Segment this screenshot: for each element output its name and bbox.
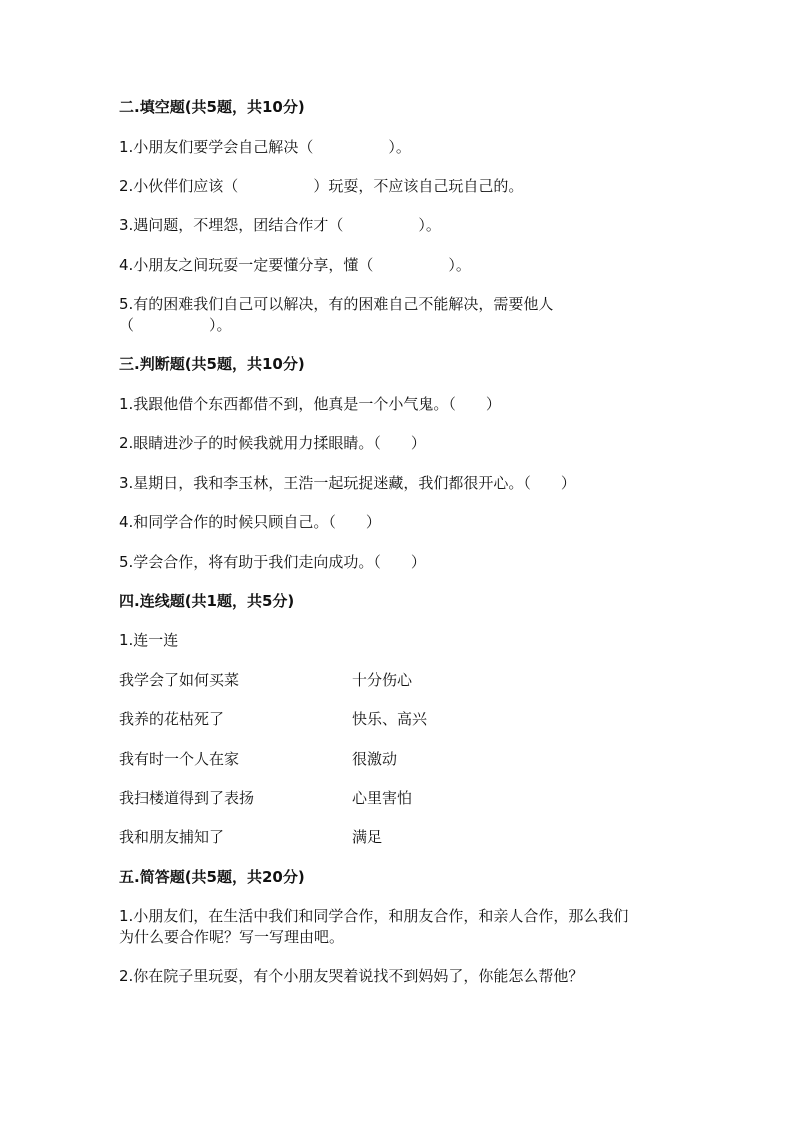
match-left-item: 我和朋友捕知了 xyxy=(119,828,225,846)
match-right-item: 很激动 xyxy=(352,750,398,768)
judge-question-2: 2.眼睛进沙子的时候我就用力揉眼睛。（ ） xyxy=(119,434,426,452)
short-question-2: 2.你在院子里玩耍，有个小朋友哭着说找不到妈妈了，你能怎么帮他？ xyxy=(119,967,584,985)
match-left-item: 我学会了如何买菜 xyxy=(119,671,240,689)
match-left-item: 我有时一个人在家 xyxy=(119,750,240,768)
judge-question-1: 1.我跟他借个东西都借不到，他真是一个小气鬼。（ ） xyxy=(119,395,501,413)
section-heading-fill: 二.填空题(共5题，共10分) xyxy=(119,98,305,116)
fill-question-3: 3.遇问题，不埋怨，团结合作才（ ）。 xyxy=(119,216,441,234)
fill-question-1: 1.小朋友们要学会自己解决（ ）。 xyxy=(119,138,411,156)
section-heading-match: 四.连线题(共1题，共5分) xyxy=(119,592,295,610)
judge-question-4: 4.和同学合作的时候只顾自己。（ ） xyxy=(119,513,381,531)
match-right-item: 十分伤心 xyxy=(352,671,413,689)
fill-question-5-line-2: （ ）。 xyxy=(119,316,232,334)
match-right-item: 快乐、高兴 xyxy=(352,710,428,728)
judge-question-3: 3.星期日，我和李玉林，王浩一起玩捉迷藏，我们都很开心。（ ） xyxy=(119,474,576,492)
section-heading-judge: 三.判断题(共5题，共10分) xyxy=(119,355,305,373)
fill-question-2: 2.小伙伴们应该（ ）玩耍，不应该自己玩自己的。 xyxy=(119,177,524,195)
match-left-item: 我养的花枯死了 xyxy=(119,710,225,728)
match-question-1: 1.连一连 xyxy=(119,631,179,649)
judge-question-5: 5.学会合作，将有助于我们走向成功。（ ） xyxy=(119,553,426,571)
match-left-item: 我扫楼道得到了表扬 xyxy=(119,789,255,807)
match-right-item: 心里害怕 xyxy=(352,789,413,807)
match-right-item: 满足 xyxy=(352,828,383,846)
short-question-1-line-1: 1.小朋友们，在生活中我们和同学合作，和朋友合作，和亲人合作，那么我们 xyxy=(119,907,629,925)
fill-question-5-line-1: 5.有的困难我们自己可以解决，有的困难自己不能解决，需要他人 xyxy=(119,295,554,313)
section-heading-short: 五.简答题(共5题，共20分) xyxy=(119,868,305,886)
short-question-1-line-2: 为什么要合作呢？写一写理由吧。 xyxy=(119,928,345,946)
fill-question-4: 4.小朋友之间玩耍一定要懂分享，懂（ ）。 xyxy=(119,256,471,274)
